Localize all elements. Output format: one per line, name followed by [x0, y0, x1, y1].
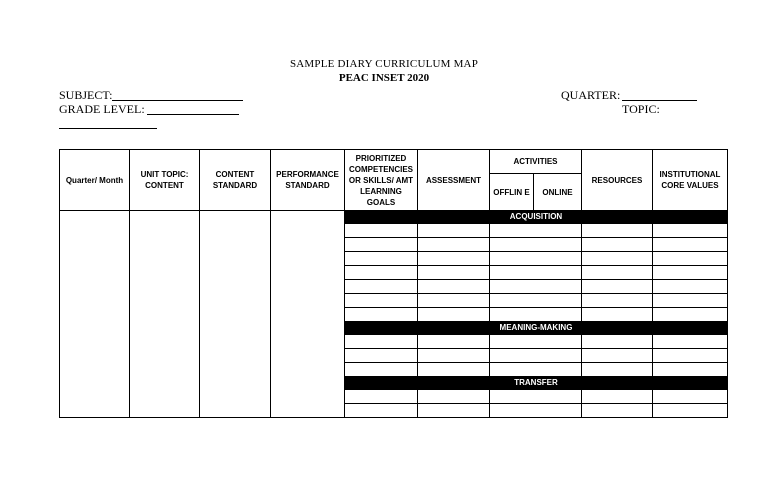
table-cell[interactable] — [345, 280, 418, 294]
table-cell[interactable] — [582, 335, 653, 349]
table-cell[interactable] — [582, 266, 653, 280]
col-unit-topic: UNIT TOPIC: CONTENT — [130, 150, 200, 211]
document-title: SAMPLE DIARY CURRICULUM MAP — [289, 58, 479, 70]
table-cell[interactable] — [490, 363, 582, 377]
col-assessment: ASSESSMENT — [418, 150, 490, 211]
cell-unit-topic[interactable] — [130, 211, 200, 418]
table-cell[interactable] — [418, 238, 490, 252]
table-cell[interactable] — [345, 252, 418, 266]
table-cell[interactable] — [653, 252, 728, 266]
table-cell[interactable] — [582, 280, 653, 294]
table-cell[interactable] — [345, 238, 418, 252]
table-cell[interactable] — [418, 335, 490, 349]
table-cell[interactable] — [582, 404, 653, 418]
table-cell[interactable] — [345, 335, 418, 349]
table-cell[interactable] — [653, 349, 728, 363]
table-cell[interactable] — [418, 294, 490, 308]
curriculum-map-table — [59, 149, 728, 418]
col-prioritized-competencies: PRIORITIZED COMPETENCIES OR SKILLS/ AMT LEARNING GOALS — [345, 150, 418, 211]
table-cell[interactable] — [490, 349, 582, 363]
table-cell[interactable] — [653, 280, 728, 294]
col-activities: ACTIVITIES — [490, 150, 582, 174]
section-label-acquisition: ACQUISITION — [345, 211, 728, 224]
table-cell[interactable] — [418, 349, 490, 363]
table-cell[interactable] — [653, 390, 728, 404]
table-cell[interactable] — [490, 238, 582, 252]
table-cell[interactable] — [490, 335, 582, 349]
table-cell[interactable] — [345, 404, 418, 418]
table-cell[interactable] — [345, 349, 418, 363]
table-cell[interactable] — [582, 252, 653, 266]
table-cell[interactable] — [490, 266, 582, 280]
table-cell[interactable] — [418, 404, 490, 418]
table-cell[interactable] — [582, 224, 653, 238]
table-cell[interactable] — [582, 390, 653, 404]
section-label-transfer: TRANSFER — [345, 377, 728, 390]
table-cell[interactable] — [653, 238, 728, 252]
table-cell[interactable] — [490, 224, 582, 238]
col-offline: OFFLIN E — [490, 174, 534, 211]
table-cell[interactable] — [418, 363, 490, 377]
table-cell[interactable] — [345, 363, 418, 377]
table-cell[interactable] — [345, 224, 418, 238]
subject-label: SUBJECT: — [59, 88, 113, 102]
col-online: ONLINE — [534, 174, 582, 211]
table-cell[interactable] — [345, 308, 418, 322]
table-cell[interactable] — [345, 266, 418, 280]
cell-quarter-month[interactable] — [60, 211, 130, 418]
section-label-meaning-making: MEANING-MAKING — [345, 322, 728, 335]
table-cell[interactable] — [345, 390, 418, 404]
col-performance-standard: PERFORMANCE STANDARD — [271, 150, 345, 211]
grade-level-blank[interactable] — [147, 114, 239, 115]
table-cell[interactable] — [490, 390, 582, 404]
table-cell[interactable] — [345, 294, 418, 308]
col-institutional-core-values: INSTITUTIONAL CORE VALUES — [653, 150, 728, 211]
col-quarter-month: Quarter/ Month — [60, 150, 130, 211]
col-resources: RESOURCES — [582, 150, 653, 211]
subject-blank[interactable] — [112, 100, 243, 101]
section-row-acquisition — [60, 211, 728, 224]
table-cell[interactable] — [582, 238, 653, 252]
table-cell[interactable] — [418, 308, 490, 322]
table-cell[interactable] — [653, 308, 728, 322]
table-cell[interactable] — [582, 294, 653, 308]
topic-label: TOPIC: — [622, 102, 660, 116]
table-cell[interactable] — [490, 404, 582, 418]
quarter-blank[interactable] — [622, 100, 697, 101]
table-cell[interactable] — [653, 294, 728, 308]
table-cell[interactable] — [653, 335, 728, 349]
quarter-label: QUARTER: — [561, 88, 621, 102]
table-cell[interactable] — [582, 349, 653, 363]
table-cell[interactable] — [653, 224, 728, 238]
grade-level-label: GRADE LEVEL: — [59, 102, 145, 116]
table-cell[interactable] — [653, 404, 728, 418]
cell-content-standard[interactable] — [200, 211, 271, 418]
table-cell[interactable] — [653, 266, 728, 280]
table-cell[interactable] — [418, 224, 490, 238]
table-cell[interactable] — [582, 363, 653, 377]
extra-blank[interactable] — [59, 128, 157, 129]
table-cell[interactable] — [490, 252, 582, 266]
header-row — [60, 150, 728, 174]
table-cell[interactable] — [490, 308, 582, 322]
table-cell[interactable] — [582, 308, 653, 322]
table-cell[interactable] — [490, 294, 582, 308]
cell-performance-standard[interactable] — [271, 211, 345, 418]
table-cell[interactable] — [490, 280, 582, 294]
table-cell[interactable] — [418, 390, 490, 404]
document-subtitle: PEAC INSET 2020 — [338, 72, 430, 84]
table-cell[interactable] — [418, 252, 490, 266]
table-cell[interactable] — [418, 280, 490, 294]
table-cell[interactable] — [418, 266, 490, 280]
col-content-standard: CONTENT STANDARD — [200, 150, 271, 211]
table-cell[interactable] — [653, 363, 728, 377]
